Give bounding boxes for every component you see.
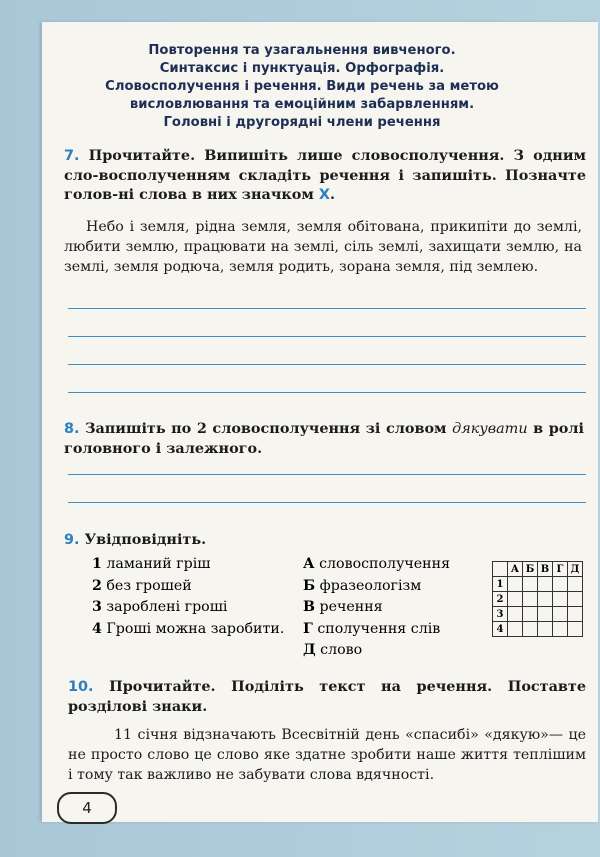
keyword: дякувати [452, 421, 528, 437]
grid-col-header: Г [553, 562, 568, 577]
answer-line[interactable] [68, 502, 586, 503]
grid-cell[interactable] [523, 622, 538, 637]
match-item: А словосполучення [303, 556, 451, 572]
answer-line[interactable] [68, 308, 586, 309]
task-9 [64, 530, 594, 550]
task-10-instruction: 10. Прочитайте. Поділіть текст на речення. Поставте розділові знаки. [68, 678, 586, 715]
match-item: 4 Гроші можна заробити. [92, 620, 285, 637]
answer-grid [492, 561, 583, 637]
header-line: Повторення та узагальнення вивченого. [148, 43, 456, 58]
grid-cell[interactable] [508, 622, 523, 637]
grid-col-header: Б [523, 562, 538, 577]
match-item: Б фразеологізм [303, 577, 422, 594]
grid-cell[interactable] [568, 592, 583, 607]
grid-cell[interactable] [508, 607, 523, 622]
grid-cell[interactable] [508, 592, 523, 607]
section-header [62, 42, 542, 132]
answer-line[interactable] [68, 392, 586, 393]
task-number: 8. [64, 421, 80, 437]
task-8-instruction: 8. Запишіть по 2 словосполучення зі словом дякувати в ролі головного і залежного. [64, 420, 584, 457]
task-10-text: 11 січня відзначають Всесвітній день «спасибі» «дякую»— це не просто слово це слово яке здатне зробити наше життя теплішим і тому так важливо не забувати слова вдячності. [68, 727, 586, 783]
grid-cell[interactable] [553, 577, 568, 592]
task-7-text: Небо і земля, рідна земля, земля обітована, прикипіти до землі, любити землю, працювати на землі, сіль землі, захищати землю, на землі, земля родюча, земля родить, зорана земля, під землею. [64, 219, 582, 275]
task-number: 7. [64, 148, 80, 164]
header-line: висловлювання та емоційним забарвленням. [129, 97, 475, 112]
grid-col-header: А [508, 562, 523, 577]
page-number: 4 [57, 792, 117, 824]
grid-cell[interactable] [538, 607, 553, 622]
header-line: Головні і другорядні члени речення [163, 115, 441, 130]
match-item: В речення [303, 599, 383, 615]
task-9-instruction: 9. Увідповідніть. [64, 531, 207, 548]
grid-row-header: 2 [493, 592, 508, 607]
grid-row-header: 4 [493, 622, 508, 637]
grid-cell[interactable] [523, 607, 538, 622]
match-right-column [303, 554, 450, 662]
answer-line[interactable] [68, 474, 586, 475]
x-mark-icon: X [318, 187, 330, 203]
grid-cell[interactable] [568, 577, 583, 592]
grid-row-header: 1 [493, 577, 508, 592]
grid-cell[interactable] [538, 622, 553, 637]
grid-cell[interactable] [553, 622, 568, 637]
match-item: Д слово [303, 642, 363, 658]
match-item: 3 зароблені гроші [92, 599, 228, 615]
header-line: Словосполучення і речення. Види речень за метою [105, 79, 499, 94]
grid-corner [493, 562, 508, 577]
grid-cell[interactable] [568, 607, 583, 622]
grid-cell[interactable] [523, 577, 538, 592]
task-number: 9. [64, 532, 80, 548]
match-left-column [92, 554, 284, 640]
grid-cell[interactable] [553, 592, 568, 607]
grid-cell[interactable] [538, 577, 553, 592]
task-number: 10. [68, 679, 94, 695]
match-item: Г сполучення слів [303, 620, 441, 637]
grid-cell[interactable] [523, 592, 538, 607]
match-item: 1 ламаний гріш [92, 556, 211, 572]
answer-line[interactable] [68, 364, 586, 365]
task-8 [64, 419, 584, 458]
grid-row-header: 3 [493, 607, 508, 622]
grid-col-header: Д [568, 562, 583, 577]
task-7-instruction: 7. Прочитайте. Випишіть лише словосполучення. З одним сло-восполученням складіть речення і запишіть. Позначте голов-ні слова в них значком X. [64, 147, 586, 203]
grid-cell[interactable] [568, 622, 583, 637]
match-item: 2 без грошей [92, 577, 192, 594]
task-10 [68, 677, 586, 785]
grid-cell[interactable] [508, 577, 523, 592]
header-line: Синтаксис і пунктуація. Орфографія. [159, 61, 445, 76]
grid-cell[interactable] [553, 607, 568, 622]
grid-cell[interactable] [538, 592, 553, 607]
answer-line[interactable] [68, 336, 586, 337]
grid-col-header: В [538, 562, 553, 577]
task-7 [64, 146, 586, 277]
